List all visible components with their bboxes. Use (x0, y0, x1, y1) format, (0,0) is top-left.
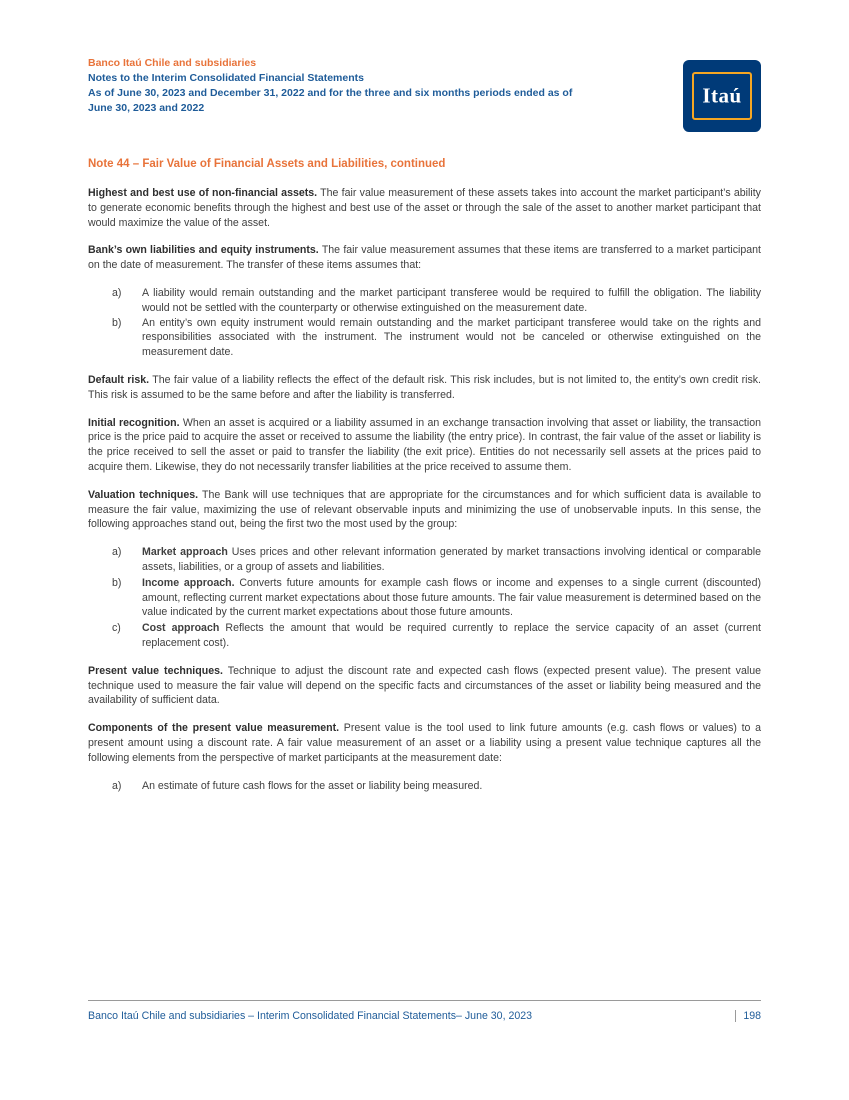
paragraph-text: Present value is the tool used to link future amounts (e.g. cash flows or values) to a present amount using a discount rate. A fair value measurement of an asset or a liability using a present value technique captures all the following elements from the perspective of market participants at the measurement date: (88, 722, 761, 764)
footer-divider (88, 1000, 761, 1001)
list-item (112, 545, 761, 575)
list-marker: a) (112, 779, 122, 792)
paragraph-text: The fair value measurement assumes that these items are transferred to a market participant on the date of measurement. The transfer of these items assumes that: (88, 244, 761, 272)
list-item (112, 286, 761, 316)
list-transfer-assumptions (88, 286, 761, 360)
paragraph-text: The fair value of a liability reflects the effect of the default risk. This risk includes, but is not limited to, the entity’s own credit risk. This risk is assumed to be the same before and after the liability is transferred. (88, 373, 761, 401)
list-item (112, 779, 761, 794)
page-header (88, 56, 761, 132)
paragraph-default-risk (88, 373, 761, 403)
paragraph-components-present-value (88, 721, 761, 765)
list-item-text: An entity’s own equity instrument would remain outstanding and the market participant transferee would take on the rights and responsibilities associated with the instrument. The instrument would not be canceled or otherwise extinguished on the measurement date. (142, 316, 761, 359)
list-marker: a) (112, 546, 122, 559)
paragraph-text: The Bank will use techniques that are appropriate for the circumstances and for which sufficient data is available to measure the fair value, maximizing the use of relevant observable inputs and minimizing the use of unobservable inputs. In this sense, the following approaches stand out, being the first two the most used by the group: (88, 488, 761, 531)
list-item (112, 316, 761, 360)
paragraph-initial-recognition (88, 416, 761, 475)
paragraph-lead: Components of the present value measurement. (88, 722, 340, 735)
header-period-line-1: As of June 30, 2023 and December 31, 2022 and for the three and six months periods ended as of (88, 87, 573, 99)
header-period-line-2: June 30, 2023 and 2022 (88, 102, 205, 114)
paragraph-text: The fair value measurement of these assets takes into account the market participant’s ability to generate economic benefits through the highest and best use of the asset or through the sale of the asset to another market participant that would maximize the value of the asset. (88, 187, 761, 229)
paragraph-lead: Valuation techniques. (88, 488, 199, 501)
list-present-value-elements (88, 779, 761, 794)
list-item-text: An estimate of future cash flows for the asset or liability being measured. (142, 779, 483, 792)
list-item-text: Converts future amounts for example cash flows or income and expenses to a single current (discounted) amount, reflecting current market expectations about those future amounts. The fair value measurement is determined based on the value indicated by the current market expectations about those future amounts. (142, 576, 761, 619)
page-footer (88, 1000, 761, 1022)
paragraph-lead: Initial recognition. (88, 416, 180, 429)
paragraph-text: When an asset is acquired or a liability assumed in an exchange transaction involving that asset or liability, the transaction price is the price paid to acquire the asset or received to assume the liability (the entry price). In contrast, the fair value of the asset or liability is the price received to sell the asset or paid to transfer the liability (the exit price). Entities do not necessarily sell assets at the prices paid to acquire them. Likewise, they do not necessarily transfer liabilities at the price received to assume them. (88, 416, 761, 473)
paragraph-highest-best-use (88, 186, 761, 230)
list-item-text: Reflects the amount that would be required currently to replace the service capacity of an asset (current replacement cost). (142, 622, 762, 649)
list-item (112, 621, 761, 651)
header-company-name: Banco Itaú Chile and subsidiaries (88, 57, 257, 69)
document-body (88, 186, 761, 793)
paragraph-lead: Present value techniques. (88, 664, 223, 677)
list-marker: a) (112, 286, 122, 299)
list-item-lead: Cost approach (142, 622, 220, 635)
footer-row (88, 1010, 761, 1022)
list-item-text: Uses prices and other relevant information generated by market transactions involving identical or comparable assets, liabilities, or a group of assets and liabilities. (142, 546, 761, 573)
list-marker: b) (112, 576, 122, 589)
paragraph-lead: Highest and best use of non-financial assets. (88, 187, 318, 199)
paragraph-text: Technique to adjust the discount rate and expected cash flows (expected present value). The present value technique used to measure the fair value will depend on the specific facts and circumstances of the asset or liability being measured and the availability of sufficient data. (88, 664, 761, 707)
list-item (112, 576, 761, 620)
list-item-text: A liability would remain outstanding and the market participant transferee would be required to fulfill the obligation. The liability would not be settled with the counterparty or otherwise extinguished on the measurement date. (142, 286, 761, 314)
header-text-block (88, 56, 572, 116)
paragraph-present-value-techniques (88, 664, 761, 708)
itau-logo (683, 60, 761, 132)
logo-wordmark: Itaú (702, 83, 742, 108)
paragraph-lead: Default risk. (88, 373, 150, 386)
list-marker: c) (112, 622, 121, 635)
paragraph-valuation-techniques (88, 488, 761, 532)
note-title: Note 44 – Fair Value of Financial Assets and Liabilities, continued (88, 158, 446, 170)
page-number: 198 (735, 1010, 761, 1022)
paragraph-lead: Bank’s own liabilities and equity instruments. (88, 244, 319, 257)
paragraph-own-liabilities (88, 243, 761, 273)
header-document-title: Notes to the Interim Consolidated Financial Statements (88, 72, 364, 84)
list-item-lead: Market approach (142, 546, 228, 559)
list-item-lead: Income approach. (142, 576, 235, 589)
list-marker: b) (112, 316, 122, 329)
footer-text: Banco Itaú Chile and subsidiaries – Interim Consolidated Financial Statements– June 30, 2023 (88, 1010, 533, 1022)
list-valuation-approaches (88, 545, 761, 651)
